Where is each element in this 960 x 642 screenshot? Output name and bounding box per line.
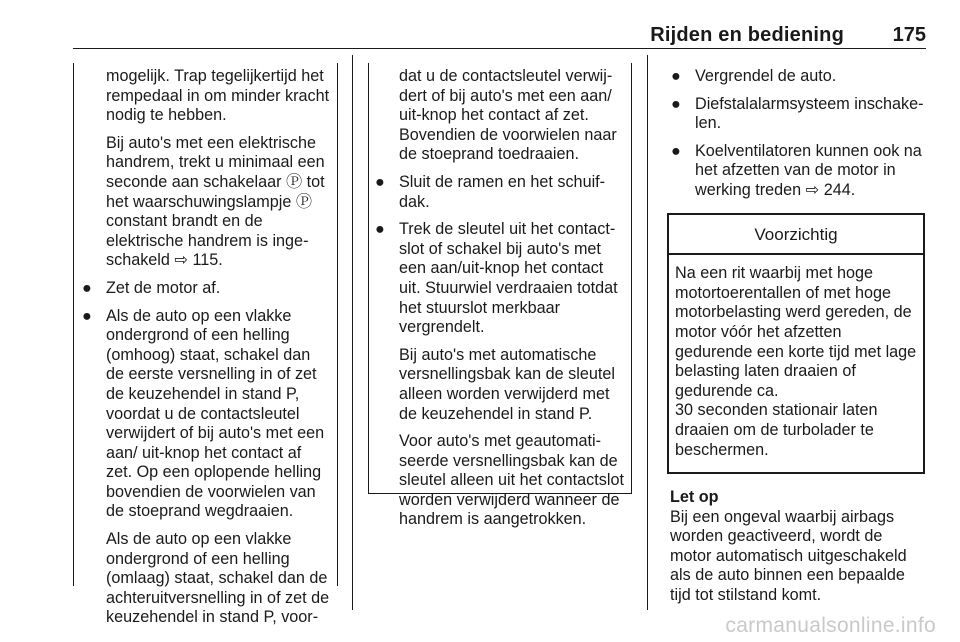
note-text: Bij een ongeval waarbij airbags worden geactiveerd, wordt de motor automatisch uitgeschakeld als de auto binnen een bepaalde tijd tot stilstand komt. — [670, 507, 907, 605]
section-title: Rijden en bediening — [650, 24, 844, 46]
caution-body — [669, 255, 923, 472]
column-divider-2 — [647, 55, 648, 610]
list-item-text: Zet de motor af. — [106, 278, 221, 297]
col1-right-rule — [337, 63, 338, 586]
list-item-text: Koelventilatoren kunnen ook na het afzetten van de motor in werking treden ⇨ 244. — [695, 141, 922, 199]
column-3 — [667, 67, 925, 606]
col2-left-rule — [368, 63, 369, 493]
bullet-dot: ● — [82, 306, 92, 325]
list-item-text: Diefstalalarmsysteem inschakelen. — [695, 94, 924, 133]
text-paragraph: Bij auto's met automatische versnellingsbak kan de sleutel alleen worden verwijderd met de keuzehendel in stand P. — [399, 345, 615, 423]
col2-right-rule — [631, 63, 632, 493]
caution-box — [667, 213, 925, 475]
list-item-text: Trek de sleutel uit het contactslot of schakel bij auto's met een aan/uit-knop het contact uit. Stuurwiel verdraaien totdat het stuurslot merkbaar vergrendelt. — [399, 220, 618, 337]
bullet-dot: ● — [82, 278, 92, 297]
list-item — [78, 307, 331, 523]
list-item-text: Sluit de ramen en het schuifdak. — [399, 172, 606, 211]
column-2 — [371, 67, 627, 538]
bullet-dot: ● — [375, 220, 385, 239]
watermark-link[interactable]: carmanualsonline.info — [725, 614, 936, 638]
list-item — [667, 95, 925, 134]
note-block — [670, 488, 925, 606]
bullet-dot: ● — [671, 67, 681, 85]
list-item — [371, 173, 627, 212]
list-item — [667, 67, 925, 87]
col1-left-rule — [73, 63, 74, 586]
caution-text: 30 seconden stationair laten draaien om de turbolader te beschermen. — [675, 401, 878, 459]
text-paragraph: Bij auto's met een elektrische handrem, trekt u minimaal een seconde aan schakelaar Ⓟ tot het waarschuwingslampje Ⓟ constant brandt en de elektrische handrem is ingeschakeld ⇨ 115. — [106, 133, 325, 270]
list-item-text: Als de auto op een vlakke ondergrond of een helling (omhoog) staat, schakel dan de eerste versnelling in of zet de keuzehendel in stand P, voordat u de contactsleutel verwijdert of bij auto's met een aan/ uit-knop het contact af zet. Op een oplopende helling bovendien de voorwielen van de stoeprand wegdraaien. — [106, 306, 325, 521]
page-number: 175 — [892, 24, 926, 46]
header-divider — [73, 48, 926, 49]
note-heading: Let op — [670, 488, 719, 507]
bullet-dot: ● — [671, 141, 681, 160]
column-1 — [78, 67, 331, 636]
text-paragraph: Voor auto's met geautomatiseerde versnellingsbak kan de sleutel alleen uit het contactslot worden verwijderd wanneer de handrem is aangetrokken. — [399, 432, 624, 529]
text-paragraph: Als de auto op een vlakke ondergrond of een helling (omlaag) staat, schakel dan de achteruitversnelling in of zet de keuzehendel in stand P, voor- — [106, 530, 330, 627]
text-paragraph: mogelijk. Trap tegelijkertijd het rempedaal in om minder kracht nodig te hebben. — [106, 67, 330, 125]
caution-text: Na een rit waarbij met hoge motortoerentallen of met hoge motorbelasting werd gereden, de motor vóór het afzetten gedurende een korte tijd met lage belasting laten draaien of gedurende ca. — [675, 264, 917, 400]
column-divider-1 — [352, 55, 353, 610]
list-item — [667, 142, 925, 201]
text-paragraph: dat u de contactsleutel verwijdert of bij auto's met een aan/ uit-knop het contact af zet. Bovendien de voorwielen naar de stoeprand toedraaien. — [399, 67, 617, 164]
bullet-dot: ● — [375, 172, 385, 191]
list-item — [78, 279, 331, 299]
caution-title: Voorzichtig — [669, 215, 923, 256]
bullet-dot: ● — [671, 94, 681, 113]
list-item-text: Vergrendel de auto. — [695, 67, 837, 85]
list-item — [371, 220, 627, 338]
